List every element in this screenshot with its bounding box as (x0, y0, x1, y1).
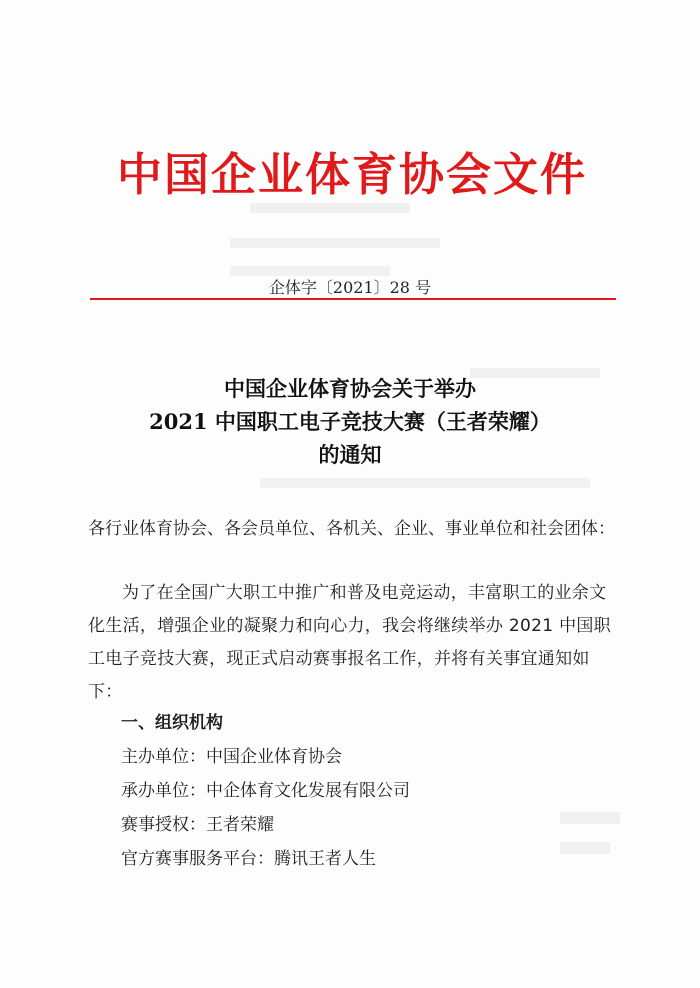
organizer-line: 主办单位：中国企业体育协会 (121, 747, 342, 767)
notice-title-line: 中国企业体育协会关于举办 (224, 376, 476, 401)
bleed-through-mark (260, 478, 590, 488)
bleed-through-mark (560, 842, 610, 854)
issuer-header: 中国企业体育协会文件 (116, 148, 587, 201)
organizer-line: 承办单位：中企体育文化发展有限公司 (121, 781, 410, 801)
document-number: 企体字〔2021〕28 号 (268, 278, 432, 297)
organizer-line: 官方赛事服务平台：腾讯王者人生 (121, 849, 376, 869)
body-paragraph: 为了在全国广大职工中推广和普及电竞运动，丰富职工的业余文化生活，增强企业的凝聚力和向心力，我会将继续举办 2021 中国职工电子竞技大赛，现正式启动赛事报名工作，并将有关事宜通知如下： (88, 583, 611, 702)
section-heading: 一、组织机构 (121, 713, 223, 733)
organizer-line: 赛事授权：王者荣耀 (121, 815, 274, 835)
bleed-through-mark (560, 812, 620, 824)
red-divider-line (90, 298, 616, 300)
notice-title-line: 的通知 (318, 442, 382, 467)
notice-title (80, 372, 620, 471)
notice-title-line: 2021 中国职工电子竞技大赛（王者荣耀） (149, 409, 551, 434)
bleed-through-mark (230, 238, 440, 248)
bleed-through-mark (250, 203, 410, 213)
salutation: 各行业体育协会、各会员单位、各机关、企业、事业单位和社会团体： (88, 519, 615, 539)
